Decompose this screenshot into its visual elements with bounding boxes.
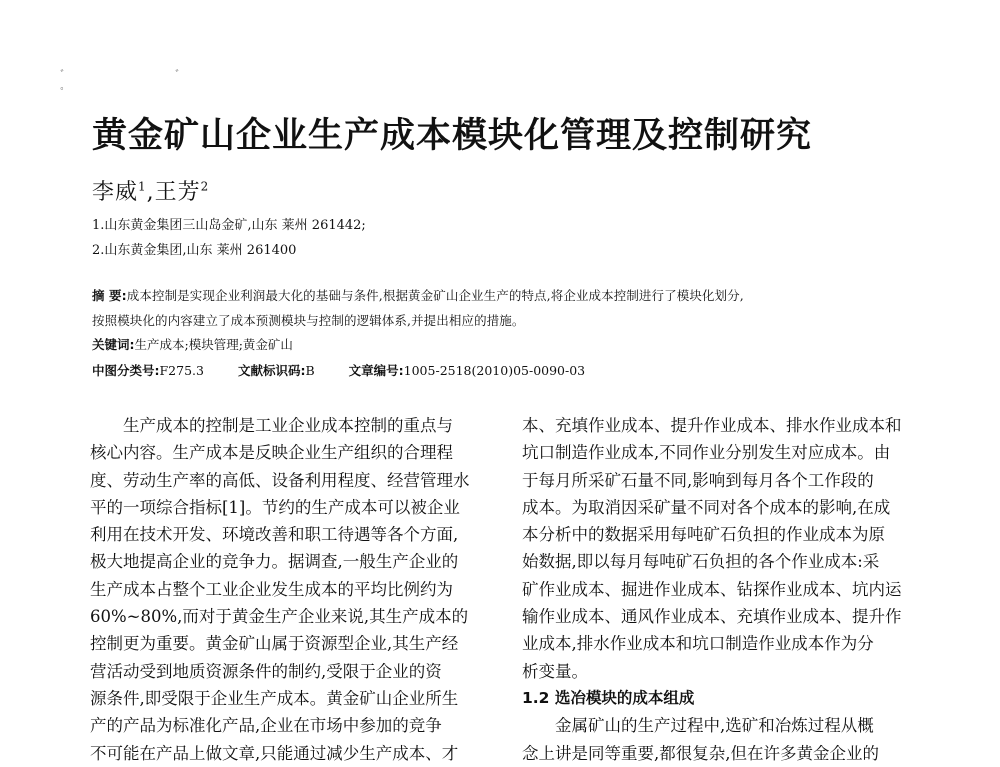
scan-speck: ﾞ: [175, 68, 182, 82]
abstract-label: 摘 要:: [92, 288, 127, 303]
affiliation-line: 1.山东黄金集团三山岛金矿,山东 莱州 261442;: [92, 218, 366, 233]
body-line: 核心内容。生产成本是反映企业生产组织的合理程: [90, 443, 453, 463]
author-name: 李威: [92, 180, 139, 205]
article-number-value: 1005-2518(2010)05-0090-03: [403, 363, 586, 378]
body-line: 本分析中的数据采用每吨矿石负担的作业成本为原: [522, 525, 885, 545]
author-name: 王芳: [154, 180, 201, 205]
body-line: 金属矿山的生产过程中,选矿和冶炼过程从概: [555, 716, 874, 736]
abstract-text: 按照模块化的内容建立了成本预测模块与控制的逻辑体系,并提出相应的措施。: [92, 313, 525, 328]
author-line: [92, 175, 209, 206]
clc-value: F275.3: [159, 363, 204, 378]
body-line: 营活动受到地质资源条件的制约,受限于企业的资: [90, 661, 442, 681]
scan-speck: ﾟ: [60, 86, 67, 100]
article-number-label: 文章编号:: [348, 363, 404, 378]
body-line: 输作业成本、通风作业成本、充填作业成本、提升作: [522, 607, 902, 627]
author-separator: ,: [146, 180, 155, 205]
doc-code-value: B: [305, 363, 315, 378]
doc-code-label: 文献标识码:: [237, 363, 306, 378]
abstract-line: [92, 286, 744, 304]
classification-line: [92, 361, 585, 379]
body-line: 矿作业成本、掘进作业成本、钻探作业成本、坑内运: [522, 579, 902, 599]
author-affiliation-marker: 2: [200, 179, 210, 194]
keywords-text: 生产成本;模块管理;黄金矿山: [134, 337, 293, 352]
body-line: 析变量。: [522, 661, 588, 681]
abstract-line: [92, 311, 524, 329]
body-line: 成本。为取消因采矿量不同对各个成本的影响,在成: [522, 497, 891, 517]
keywords-label: 关键词:: [92, 337, 135, 352]
body-line: 度、劳动生产率的高低、设备利用程度、经营管理水: [90, 470, 470, 490]
body-line: 于每月所采矿石量不同,影响到每月各个工作段的: [522, 470, 874, 490]
body-line: 利用在技术开发、环境改善和职工待遇等各个方面,: [90, 525, 459, 545]
body-line: 生产成本的控制是工业企业成本控制的重点与: [123, 416, 453, 435]
body-line: 平的一项综合指标[1]。节约的生产成本可以被企业: [90, 497, 460, 517]
body-line: 产的产品为标准化产品,企业在市场中参加的竞争: [90, 716, 442, 736]
body-line: 业成本,排水作业成本和坑口制造作业成本作为分: [522, 634, 874, 654]
body-line: 控制更为重要。黄金矿山属于资源型企业,其生产经: [90, 634, 459, 654]
body-line: 生产成本占整个工业企业发生成本的平均比例约为: [90, 579, 453, 599]
body-line: 念上讲是同等重要,都很复杂,但在许多黄金企业的: [522, 743, 879, 763]
clc-label: 中图分类号:: [92, 363, 160, 378]
body-line: 源条件,即受限于企业生产成本。黄金矿山企业所生: [90, 688, 459, 708]
body-line: 60%~80%,而对于黄金生产企业来说,其生产成本的: [90, 607, 469, 627]
body-line: 坑口制造作业成本,不同作业分别发生对应成本。由: [522, 443, 891, 463]
body-line: 始数据,即以每月每吨矿石负担的各个作业成本:采: [522, 552, 880, 572]
scan-speck: ﾞ: [60, 68, 67, 82]
section-heading: 1.2 选冶模块的成本组成: [522, 688, 695, 707]
body-line: 不可能在产品上做文章,只能通过减少生产成本、才: [90, 743, 459, 763]
body-line: 本、充填作业成本、提升作业成本、排水作业成本和: [522, 416, 902, 435]
body-line: 极大地提高企业的竞争力。据调查,一般生产企业的: [90, 552, 459, 572]
affiliation-line: 2.山东黄金集团,山东 莱州 261400: [92, 243, 297, 258]
paper-title: 黄金矿山企业生产成本模块化管理及控制研究: [92, 116, 813, 156]
body-column-left: [90, 412, 490, 767]
body-column-right: [522, 412, 922, 767]
keywords-line: [92, 335, 293, 353]
author-affiliation-marker: 1: [138, 179, 147, 194]
abstract-text: 成本控制是实现企业利润最大化的基础与条件,根据黄金矿山企业生产的特点,将企业成本控制进行了模块化划分,: [126, 288, 744, 303]
